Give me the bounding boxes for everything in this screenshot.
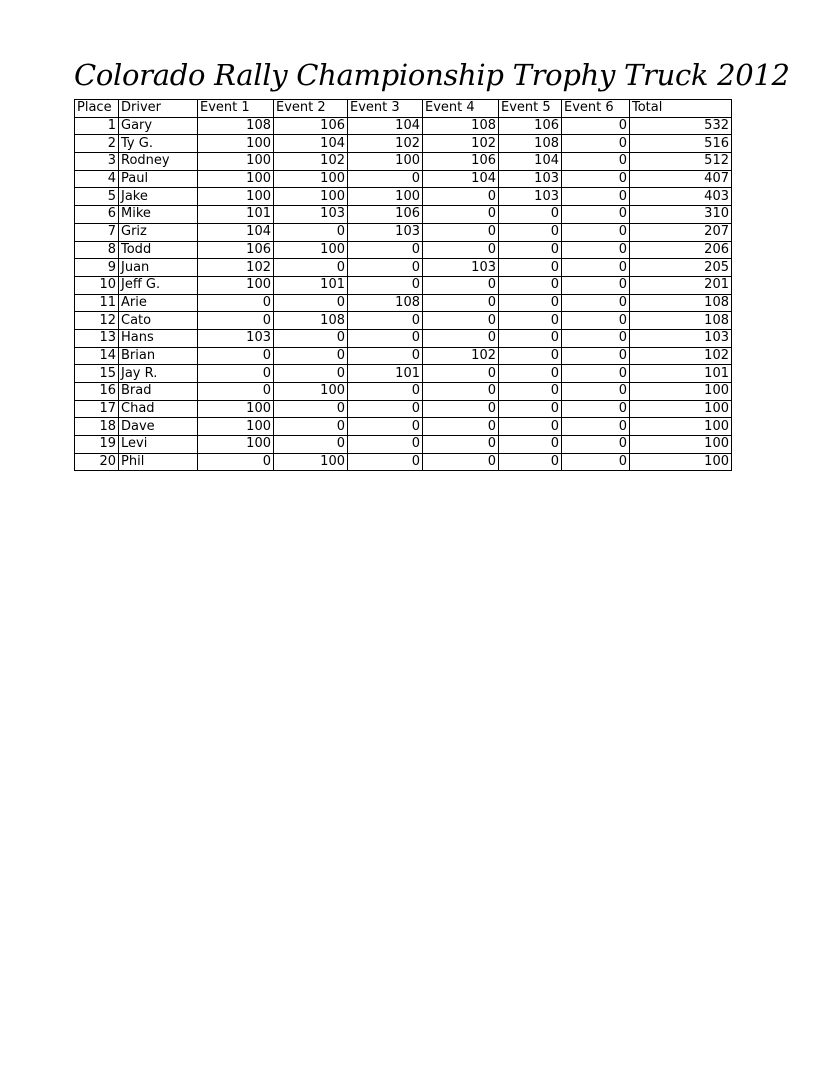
driver-cell: Rodney [119, 153, 198, 171]
event-3-cell: 0 [348, 259, 423, 277]
driver-cell: Brad [119, 383, 198, 401]
place-cell: 8 [75, 241, 119, 259]
event-1-cell: 0 [198, 383, 274, 401]
total-cell: 101 [630, 365, 732, 383]
event-5-cell: 0 [499, 206, 562, 224]
event-4-cell: 104 [423, 170, 499, 188]
event-1-cell: 0 [198, 294, 274, 312]
place-cell: 20 [75, 453, 119, 471]
driver-cell: Jay R. [119, 365, 198, 383]
event-6-cell: 0 [562, 436, 630, 454]
place-cell: 6 [75, 206, 119, 224]
place-cell: 16 [75, 383, 119, 401]
event-2-cell: 0 [274, 259, 348, 277]
driver-cell: Levi [119, 436, 198, 454]
event-1-cell: 100 [198, 276, 274, 294]
event-3-cell: 103 [348, 223, 423, 241]
event-3-cell: 0 [348, 347, 423, 365]
event-4-cell: 0 [423, 365, 499, 383]
event-3-cell: 0 [348, 418, 423, 436]
table-row [75, 453, 732, 471]
event-1-cell: 0 [198, 365, 274, 383]
event-5-cell: 0 [499, 329, 562, 347]
table-row [75, 347, 732, 365]
event-2-cell: 0 [274, 329, 348, 347]
event-1-cell: 108 [198, 117, 274, 135]
table-row [75, 383, 732, 401]
event-4-cell: 103 [423, 259, 499, 277]
event-2-cell: 102 [274, 153, 348, 171]
driver-cell: Ty G. [119, 135, 198, 153]
event-5-cell: 0 [499, 241, 562, 259]
event-4-cell: 0 [423, 329, 499, 347]
event-3-cell: 104 [348, 117, 423, 135]
header-place: Place [75, 100, 119, 118]
total-cell: 207 [630, 223, 732, 241]
event-3-cell: 0 [348, 329, 423, 347]
event-4-cell: 0 [423, 436, 499, 454]
table-row [75, 436, 732, 454]
event-3-cell: 101 [348, 365, 423, 383]
event-3-cell: 108 [348, 294, 423, 312]
event-1-cell: 0 [198, 312, 274, 330]
event-4-cell: 0 [423, 223, 499, 241]
event-5-cell: 103 [499, 170, 562, 188]
event-5-cell: 0 [499, 400, 562, 418]
event-2-cell: 0 [274, 294, 348, 312]
event-3-cell: 106 [348, 206, 423, 224]
event-4-cell: 0 [423, 294, 499, 312]
event-6-cell: 0 [562, 259, 630, 277]
event-6-cell: 0 [562, 329, 630, 347]
event-5-cell: 103 [499, 188, 562, 206]
driver-cell: Chad [119, 400, 198, 418]
event-1-cell: 0 [198, 453, 274, 471]
event-1-cell: 100 [198, 400, 274, 418]
event-3-cell: 0 [348, 241, 423, 259]
event-6-cell: 0 [562, 312, 630, 330]
place-cell: 13 [75, 329, 119, 347]
event-2-cell: 0 [274, 418, 348, 436]
driver-cell: Todd [119, 241, 198, 259]
event-5-cell: 0 [499, 383, 562, 401]
header-event-6: Event 6 [562, 100, 630, 118]
event-5-cell: 0 [499, 365, 562, 383]
event-6-cell: 0 [562, 276, 630, 294]
event-2-cell: 100 [274, 453, 348, 471]
driver-cell: Juan [119, 259, 198, 277]
place-cell: 10 [75, 276, 119, 294]
total-cell: 310 [630, 206, 732, 224]
total-cell: 108 [630, 294, 732, 312]
event-6-cell: 0 [562, 206, 630, 224]
total-cell: 100 [630, 453, 732, 471]
event-4-cell: 0 [423, 241, 499, 259]
header-event-5: Event 5 [499, 100, 562, 118]
event-5-cell: 0 [499, 223, 562, 241]
place-cell: 18 [75, 418, 119, 436]
event-5-cell: 0 [499, 436, 562, 454]
event-6-cell: 0 [562, 188, 630, 206]
event-4-cell: 0 [423, 418, 499, 436]
event-6-cell: 0 [562, 418, 630, 436]
place-cell: 14 [75, 347, 119, 365]
driver-cell: Jake [119, 188, 198, 206]
total-cell: 532 [630, 117, 732, 135]
event-3-cell: 0 [348, 436, 423, 454]
event-5-cell: 0 [499, 418, 562, 436]
event-5-cell: 108 [499, 135, 562, 153]
event-1-cell: 0 [198, 347, 274, 365]
total-cell: 102 [630, 347, 732, 365]
event-6-cell: 0 [562, 135, 630, 153]
driver-cell: Gary [119, 117, 198, 135]
event-6-cell: 0 [562, 294, 630, 312]
event-5-cell: 104 [499, 153, 562, 171]
event-5-cell: 106 [499, 117, 562, 135]
place-cell: 3 [75, 153, 119, 171]
event-6-cell: 0 [562, 347, 630, 365]
event-1-cell: 100 [198, 436, 274, 454]
event-2-cell: 100 [274, 170, 348, 188]
event-2-cell: 0 [274, 436, 348, 454]
table-row [75, 294, 732, 312]
table-row [75, 188, 732, 206]
total-cell: 100 [630, 400, 732, 418]
event-6-cell: 0 [562, 383, 630, 401]
header-event-3: Event 3 [348, 100, 423, 118]
event-1-cell: 100 [198, 418, 274, 436]
event-3-cell: 0 [348, 276, 423, 294]
table-row [75, 241, 732, 259]
driver-cell: Paul [119, 170, 198, 188]
header-event-1: Event 1 [198, 100, 274, 118]
event-6-cell: 0 [562, 453, 630, 471]
total-cell: 201 [630, 276, 732, 294]
event-1-cell: 100 [198, 170, 274, 188]
table-row [75, 117, 732, 135]
event-4-cell: 102 [423, 347, 499, 365]
total-cell: 512 [630, 153, 732, 171]
event-4-cell: 0 [423, 312, 499, 330]
event-1-cell: 101 [198, 206, 274, 224]
total-cell: 108 [630, 312, 732, 330]
event-4-cell: 102 [423, 135, 499, 153]
driver-cell: Phil [119, 453, 198, 471]
event-3-cell: 102 [348, 135, 423, 153]
event-6-cell: 0 [562, 223, 630, 241]
driver-cell: Arie [119, 294, 198, 312]
total-cell: 103 [630, 329, 732, 347]
event-5-cell: 0 [499, 347, 562, 365]
header-event-2: Event 2 [274, 100, 348, 118]
table-row [75, 400, 732, 418]
place-cell: 11 [75, 294, 119, 312]
table-row [75, 365, 732, 383]
table-row [75, 329, 732, 347]
driver-cell: Griz [119, 223, 198, 241]
place-cell: 19 [75, 436, 119, 454]
place-cell: 9 [75, 259, 119, 277]
event-2-cell: 100 [274, 188, 348, 206]
table-row [75, 259, 732, 277]
event-2-cell: 103 [274, 206, 348, 224]
driver-cell: Mike [119, 206, 198, 224]
event-2-cell: 0 [274, 365, 348, 383]
total-cell: 407 [630, 170, 732, 188]
event-6-cell: 0 [562, 170, 630, 188]
driver-cell: Dave [119, 418, 198, 436]
place-cell: 1 [75, 117, 119, 135]
page-title: Colorado Rally Championship Trophy Truck 2012 [74, 58, 790, 92]
event-6-cell: 0 [562, 117, 630, 135]
event-1-cell: 100 [198, 188, 274, 206]
event-1-cell: 100 [198, 135, 274, 153]
total-cell: 100 [630, 418, 732, 436]
header-event-4: Event 4 [423, 100, 499, 118]
event-1-cell: 106 [198, 241, 274, 259]
table-row [75, 223, 732, 241]
event-4-cell: 0 [423, 188, 499, 206]
event-4-cell: 0 [423, 206, 499, 224]
place-cell: 5 [75, 188, 119, 206]
event-4-cell: 0 [423, 276, 499, 294]
event-4-cell: 106 [423, 153, 499, 171]
event-3-cell: 0 [348, 400, 423, 418]
header-driver: Driver [119, 100, 198, 118]
event-3-cell: 0 [348, 453, 423, 471]
event-2-cell: 100 [274, 241, 348, 259]
event-6-cell: 0 [562, 365, 630, 383]
place-cell: 12 [75, 312, 119, 330]
event-2-cell: 0 [274, 400, 348, 418]
event-2-cell: 101 [274, 276, 348, 294]
event-5-cell: 0 [499, 276, 562, 294]
event-1-cell: 103 [198, 329, 274, 347]
event-2-cell: 108 [274, 312, 348, 330]
event-3-cell: 100 [348, 153, 423, 171]
table-body [75, 117, 732, 471]
standings-table [74, 99, 732, 471]
place-cell: 4 [75, 170, 119, 188]
event-2-cell: 0 [274, 223, 348, 241]
event-1-cell: 100 [198, 153, 274, 171]
driver-cell: Cato [119, 312, 198, 330]
total-cell: 403 [630, 188, 732, 206]
event-2-cell: 104 [274, 135, 348, 153]
event-3-cell: 0 [348, 170, 423, 188]
event-4-cell: 0 [423, 453, 499, 471]
driver-cell: Brian [119, 347, 198, 365]
place-cell: 7 [75, 223, 119, 241]
place-cell: 15 [75, 365, 119, 383]
total-cell: 205 [630, 259, 732, 277]
place-cell: 2 [75, 135, 119, 153]
event-5-cell: 0 [499, 453, 562, 471]
table-row [75, 418, 732, 436]
total-cell: 100 [630, 436, 732, 454]
table-row [75, 135, 732, 153]
total-cell: 516 [630, 135, 732, 153]
event-3-cell: 0 [348, 383, 423, 401]
total-cell: 206 [630, 241, 732, 259]
event-2-cell: 0 [274, 347, 348, 365]
table-row [75, 276, 732, 294]
table-row [75, 170, 732, 188]
event-4-cell: 108 [423, 117, 499, 135]
event-2-cell: 100 [274, 383, 348, 401]
table-row [75, 312, 732, 330]
event-5-cell: 0 [499, 259, 562, 277]
event-3-cell: 100 [348, 188, 423, 206]
driver-cell: Jeff G. [119, 276, 198, 294]
event-5-cell: 0 [499, 312, 562, 330]
event-6-cell: 0 [562, 400, 630, 418]
event-1-cell: 104 [198, 223, 274, 241]
table-row [75, 206, 732, 224]
event-6-cell: 0 [562, 241, 630, 259]
event-1-cell: 102 [198, 259, 274, 277]
event-6-cell: 0 [562, 153, 630, 171]
place-cell: 17 [75, 400, 119, 418]
header-row [75, 100, 732, 118]
event-4-cell: 0 [423, 383, 499, 401]
driver-cell: Hans [119, 329, 198, 347]
event-4-cell: 0 [423, 400, 499, 418]
event-3-cell: 0 [348, 312, 423, 330]
event-2-cell: 106 [274, 117, 348, 135]
total-cell: 100 [630, 383, 732, 401]
table-row [75, 153, 732, 171]
event-5-cell: 0 [499, 294, 562, 312]
header-total: Total [630, 100, 732, 118]
